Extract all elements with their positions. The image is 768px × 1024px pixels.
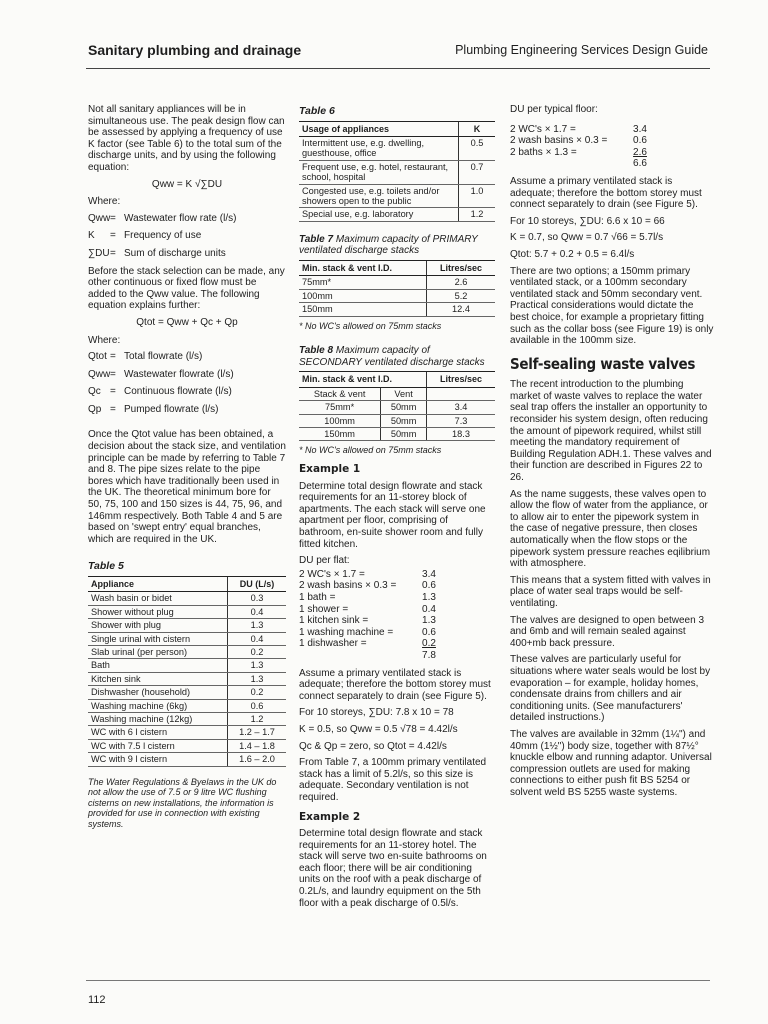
definition-item bbox=[88, 248, 286, 260]
calc-label: 2 baths × 1.3 = bbox=[510, 146, 577, 158]
definition-item bbox=[88, 213, 286, 225]
table-row bbox=[88, 672, 286, 685]
table-cell: Washing machine (6kg) bbox=[88, 699, 228, 712]
calc-value: 0.6 bbox=[633, 135, 647, 147]
def-symbol: Qww bbox=[88, 212, 111, 224]
table-header: Usage of appliances bbox=[299, 121, 459, 136]
definition-item bbox=[88, 230, 286, 242]
calc-value: 2.6 bbox=[633, 146, 647, 158]
table-cell: 1.4 – 1.8 bbox=[228, 739, 287, 752]
example-2-k: K = 0.7, so Qww = 0.7 √66 = 5.7l/s bbox=[510, 232, 664, 244]
table-8 bbox=[299, 371, 495, 441]
table-row bbox=[88, 753, 286, 766]
table-row bbox=[299, 208, 495, 221]
table-row bbox=[299, 160, 495, 184]
table-row bbox=[88, 713, 286, 726]
valves-paragraph: The valves are designed to open between 3 and 6mb and will remain sealed against 400+mb back pressure. bbox=[510, 614, 705, 649]
table-row bbox=[88, 632, 286, 645]
table-cell: 75mm* bbox=[299, 401, 381, 414]
table-cell: 3.4 bbox=[427, 401, 496, 414]
table-row bbox=[88, 646, 286, 659]
calc-value: 0.6 bbox=[422, 626, 436, 638]
table-cell: 18.3 bbox=[427, 428, 496, 441]
table-header: Litres/sec bbox=[427, 372, 496, 387]
column-3 bbox=[510, 104, 714, 803]
table-cell: 0.6 bbox=[228, 699, 287, 712]
calc-label: 2 WC's × 1.7 = bbox=[510, 123, 576, 135]
table-6-title: Table 6 bbox=[299, 105, 335, 117]
table-cell: 0.4 bbox=[228, 605, 287, 618]
table-cell: 1.2 bbox=[459, 208, 496, 221]
table-cell: 50mm bbox=[381, 428, 427, 441]
example-2-calc-title: DU per typical floor: bbox=[510, 104, 598, 115]
def-text: Frequency of use bbox=[124, 230, 202, 242]
table-cell: Slab urinal (per person) bbox=[88, 646, 228, 659]
def-symbol: Qc bbox=[88, 386, 101, 398]
table-cell: 7.3 bbox=[427, 414, 496, 427]
table-cell: 1.2 – 1.7 bbox=[228, 726, 287, 739]
table-cell: Wash basin or bidet bbox=[88, 592, 228, 605]
table-row bbox=[299, 276, 495, 289]
table-cell: Congested use, e.g. toilets and/or showers open to the public bbox=[299, 184, 459, 208]
table-header: K bbox=[459, 121, 496, 136]
definition-item bbox=[88, 369, 286, 381]
table-subheader bbox=[427, 387, 496, 400]
table-8-label: Table 8 bbox=[299, 345, 334, 357]
table-row bbox=[88, 699, 286, 712]
table-cell: Intermittent use, e.g. dwelling, guesthouse, office bbox=[299, 137, 459, 161]
definition-item bbox=[88, 351, 286, 363]
table-cell: 150mm bbox=[299, 428, 381, 441]
table-subheader: Stack & vent bbox=[299, 387, 381, 400]
table-row bbox=[299, 289, 495, 302]
def-text: Wastewater flow rate (l/s) bbox=[124, 212, 237, 224]
table-row bbox=[88, 739, 286, 752]
table-row bbox=[88, 726, 286, 739]
intro-paragraph: Not all sanitary appliances will be in simultaneous use. The peak design flow can be assessed by applying a frequency of use K factor (see Table 6) to the total sum of the discharge units, and by using the following equation: bbox=[88, 104, 285, 173]
example-1-text: Determine total design flowrate and stack requirements for an 11-storey block of apartments. The each stack will serve one apartment per floor, comprising of bathroom, en-suite shower room and fully fitted kitchen. bbox=[299, 480, 486, 550]
example-2-assumption: Assume a primary ventilated stack is adequate; therefore the bottom storey must connect separately to drain (see Figure 5). bbox=[510, 175, 702, 211]
table-8-title bbox=[299, 345, 495, 368]
definition-item bbox=[88, 386, 286, 398]
definitions-1 bbox=[88, 213, 286, 260]
example-1-assumption: Assume a primary ventilated stack is adequate; therefore the bottom storey must connect separately to drain (see Figure 5). bbox=[299, 667, 491, 702]
def-symbol: Qtot bbox=[88, 351, 107, 363]
table-subheader: Vent bbox=[381, 387, 427, 400]
column-1 bbox=[88, 104, 286, 830]
equation-qww: Qww = K √∑DU bbox=[151, 178, 223, 190]
def-equals: = bbox=[110, 386, 116, 398]
table-cell: WC with 9 l cistern bbox=[88, 753, 228, 766]
table-cell: WC with 6 l cistern bbox=[88, 726, 228, 739]
table-cell: 100mm bbox=[299, 289, 427, 302]
table-header: Min. stack & vent I.D. bbox=[299, 261, 427, 276]
example-1-conclusion: From Table 7, a 100mm primary ventilated stack has a limit of 5.2l/s, so this size is adequate. Secondary ventilation is not required. bbox=[299, 757, 487, 803]
table-5-title: Table 5 bbox=[88, 560, 124, 573]
table-7-label: Table 7 bbox=[299, 233, 334, 245]
calc-label: 1 dishwasher = bbox=[299, 638, 367, 650]
table-row bbox=[299, 428, 495, 441]
example-1-calc-title: DU per flat: bbox=[299, 555, 350, 567]
table-row bbox=[88, 659, 286, 672]
table-header: Litres/sec bbox=[427, 261, 496, 276]
where-label: Where: bbox=[88, 196, 121, 208]
table-cell: 2.6 bbox=[427, 276, 496, 289]
table-cell: 0.2 bbox=[228, 686, 287, 699]
calc-label: 1 shower = bbox=[299, 603, 349, 615]
section-heading-waste-valves: Self-sealing waste valves bbox=[510, 354, 696, 373]
table-cell: Special use, e.g. laboratory bbox=[299, 208, 459, 221]
calc-label: 2 WC's × 1.7 = bbox=[299, 568, 365, 580]
def-symbol: Qww bbox=[88, 368, 111, 380]
table-cell: Dishwasher (household) bbox=[88, 686, 228, 699]
water-regulations-note: The Water Regulations & Byelaws in the UK do not allow the use of 7.5 or 9 litre WC flushing cisterns on new installations, the information is provided for use in connection with existing systems. bbox=[88, 776, 277, 830]
table-row bbox=[299, 303, 495, 316]
table-cell: Frequent use, e.g. hotel, restaurant, school, hospital bbox=[299, 160, 459, 184]
def-equals: = bbox=[110, 212, 116, 224]
table-cell: 1.3 bbox=[228, 619, 287, 632]
table-cell: WC with 7.5 l cistern bbox=[88, 739, 228, 752]
valves-paragraph: This means that a system fitted with valves in place of water seal traps would be self-ventilating. bbox=[510, 574, 711, 609]
def-equals: = bbox=[110, 247, 116, 259]
calc-value: 1.3 bbox=[422, 615, 436, 627]
table-cell: Washing machine (12kg) bbox=[88, 713, 228, 726]
example-1-heading: Example 1 bbox=[299, 463, 361, 476]
calc-label: 2 wash basins × 0.3 = bbox=[299, 580, 397, 592]
calc-value: 0.6 bbox=[422, 580, 436, 592]
calc-value: 3.4 bbox=[422, 568, 436, 580]
table-7-title bbox=[299, 234, 495, 257]
table-7-footnote: * No WC's allowed on 75mm stacks bbox=[299, 320, 442, 331]
def-equals: = bbox=[110, 403, 116, 415]
table-7-caption: Maximum capacity of PRIMARY ventilated discharge stacks bbox=[299, 233, 478, 257]
table-cell: 0.3 bbox=[228, 592, 287, 605]
calc-value: 6.6 bbox=[633, 158, 647, 170]
table-row bbox=[299, 137, 495, 161]
table-cell: 12.4 bbox=[427, 303, 496, 316]
definition-item bbox=[88, 404, 286, 416]
table-cell: 0.2 bbox=[228, 646, 287, 659]
example-2-calc bbox=[510, 124, 660, 170]
table-cell: 1.3 bbox=[228, 659, 287, 672]
calc-label bbox=[299, 650, 409, 662]
table-8-caption: Maximum capacity of SECONDARY ventilated discharge stacks bbox=[299, 345, 485, 368]
table-cell: 0.4 bbox=[228, 632, 287, 645]
example-1-calc bbox=[299, 569, 449, 662]
def-equals: = bbox=[110, 230, 116, 242]
def-symbol: K bbox=[88, 230, 95, 242]
calc-value: 0.2 bbox=[422, 638, 436, 650]
table-6 bbox=[299, 121, 495, 222]
table-cell: 5.2 bbox=[427, 289, 496, 302]
table-cell: 1.2 bbox=[228, 713, 287, 726]
table-cell: 0.5 bbox=[459, 137, 496, 161]
column-2 bbox=[299, 104, 495, 914]
table-cell: 75mm* bbox=[299, 276, 427, 289]
table-row bbox=[88, 619, 286, 632]
example-1-sum: For 10 storeys, ∑DU: 7.8 x 10 = 78 bbox=[299, 707, 454, 719]
example-2-options: There are two options; a 150mm primary ventilated stack, or a 100mm secondary ventilated stack and 50mm secondary vent. Practical considerations would dictate the best choice, for example a proprietary fitting such as the collar boss (see Figure 19) is only available in the 100mm size. bbox=[510, 265, 714, 347]
table-cell: 0.7 bbox=[459, 160, 496, 184]
equation-qtot: Qtot = Qww + Qc + Qp bbox=[136, 316, 238, 328]
table-header: DU (L/s) bbox=[228, 577, 287, 592]
footer-rule bbox=[86, 980, 710, 981]
where-label: Where: bbox=[88, 334, 121, 346]
def-symbol: Qp bbox=[88, 403, 102, 415]
table-row bbox=[299, 414, 495, 427]
table-cell: 1.0 bbox=[459, 184, 496, 208]
calc-value: 3.4 bbox=[633, 123, 647, 135]
table-header: Appliance bbox=[88, 577, 228, 592]
table-cell: 150mm bbox=[299, 303, 427, 316]
example-2-qtot: Qtot: 5.7 + 0.2 + 0.5 = 6.4l/s bbox=[510, 248, 635, 260]
stack-selection-paragraph: Before the stack selection can be made, any other continuous or fixed flow must be added to the Qww value. The following equation explains further: bbox=[88, 265, 285, 312]
valves-paragraph: The recent introduction to the plumbing market of waste valves to replace the water seal trap offers the installer an opportunity to reconsider his system design, often reducing the amount of pipework required, whilst still meeting the mandatory requirement of Building Regulation ADH.1. These valves and their function are described in Figures 22 to 26. bbox=[510, 379, 712, 484]
calc-label bbox=[510, 158, 620, 170]
example-1-qtot: Qc & Qp = zero, so Qtot = 4.42l/s bbox=[299, 740, 447, 752]
table-cell: Shower without plug bbox=[88, 605, 228, 618]
publication-title: Plumbing Engineering Services Design Guide bbox=[455, 43, 708, 57]
table-cell: 50mm bbox=[381, 401, 427, 414]
page-number: 112 bbox=[88, 994, 106, 1006]
table-row bbox=[88, 605, 286, 618]
table-cell: Kitchen sink bbox=[88, 672, 228, 685]
table-cell: Shower with plug bbox=[88, 619, 228, 632]
calc-label: 2 wash basins × 0.3 = bbox=[510, 135, 608, 147]
header-rule bbox=[86, 68, 710, 69]
def-equals: = bbox=[110, 368, 116, 380]
def-symbol: ∑DU bbox=[88, 247, 110, 259]
table-row bbox=[88, 592, 286, 605]
def-text: Wastewater flowrate (l/s) bbox=[124, 368, 234, 380]
table-cell: Bath bbox=[88, 659, 228, 672]
calc-label: 1 bath = bbox=[299, 592, 336, 603]
table-cell: 1.6 – 2.0 bbox=[228, 753, 287, 766]
table-cell: 1.3 bbox=[228, 672, 287, 685]
def-text: Total flowrate (l/s) bbox=[124, 351, 203, 363]
valves-paragraph: The valves are available in 32mm (1¼") and 40mm (1½") body size, together with 87½° knuckle elbow and running adaptor. Universal compression outlets are used for making connections to either push fit BS 5254 or solvent weld BS 5255 waste systems. bbox=[510, 728, 712, 798]
valves-paragraph: As the name suggests, these valves open to allow the flow of water from the appliance, or to allow air to enter the pipework system in the case of negative pressure, then closes automatically when the flow stops or the pipework system pressure reaches eqilibrium with atmosphere. bbox=[510, 488, 711, 570]
calc-label: 1 kitchen sink = bbox=[299, 615, 369, 627]
calc-value: 1.3 bbox=[422, 592, 436, 603]
example-2-text: Determine total design flowrate and stack requirements for an 11-storey hotel. The stack will serve two en-suite bathrooms on each floor; there will be air conditioning units on the roof with a peak discharge of 0.2L/s, and laundry equipment on the 5th floor with a peak discharge of 0.5l/s. bbox=[299, 828, 487, 909]
table-row bbox=[88, 686, 286, 699]
example-1-k: K = 0.5, so Qww = 0.5 √78 = 4.42l/s bbox=[299, 723, 458, 735]
def-text: Sum of discharge units bbox=[124, 247, 226, 259]
page-header-title: Sanitary plumbing and drainage bbox=[88, 42, 302, 58]
pipe-size-paragraph: Once the Qtot value has been obtained, a decision about the stack size, and ventilation principle can be made by referring to Table 7 and 8. The pipe sizes relate to the pipe bores which have traditionally been used in the UK. The theoretical minimum bore for 50, 75, 100 and 150 sizes is 44, 75, 96, and 146mm respectively. Both Table 4 and 5 are based on 'swept entry' equal branches, which are required in the UK. bbox=[88, 429, 286, 545]
example-2-heading: Example 2 bbox=[299, 810, 361, 823]
table-cell: 50mm bbox=[381, 414, 427, 427]
valves-paragraph: These valves are particularly useful for situations where water seals would be lost by evaporation – for example, holiday homes, condensate drains from chillers and air conditioning units. (See manufacturers' detailed instructions.) bbox=[510, 654, 711, 724]
table-cell: Single urinal with cistern bbox=[88, 632, 228, 645]
table-cell: 100mm bbox=[299, 414, 381, 427]
table-header: Min. stack & vent I.D. bbox=[299, 372, 427, 387]
def-equals: = bbox=[110, 351, 116, 363]
table-row bbox=[299, 401, 495, 414]
def-text: Pumped flowrate (l/s) bbox=[124, 403, 219, 415]
table-7 bbox=[299, 260, 495, 317]
calc-label: 1 washing machine = bbox=[299, 626, 394, 638]
calc-value: 0.4 bbox=[422, 603, 436, 615]
calc-value: 7.8 bbox=[422, 649, 436, 661]
definitions-2 bbox=[88, 351, 286, 415]
def-text: Continuous flowrate (l/s) bbox=[124, 386, 232, 398]
table-row bbox=[299, 184, 495, 208]
example-2-sum: For 10 storeys, ∑DU: 6.6 x 10 = 66 bbox=[510, 215, 665, 227]
table-8-footnote: * No WC's allowed on 75mm stacks bbox=[299, 445, 442, 456]
table-5 bbox=[88, 576, 286, 767]
